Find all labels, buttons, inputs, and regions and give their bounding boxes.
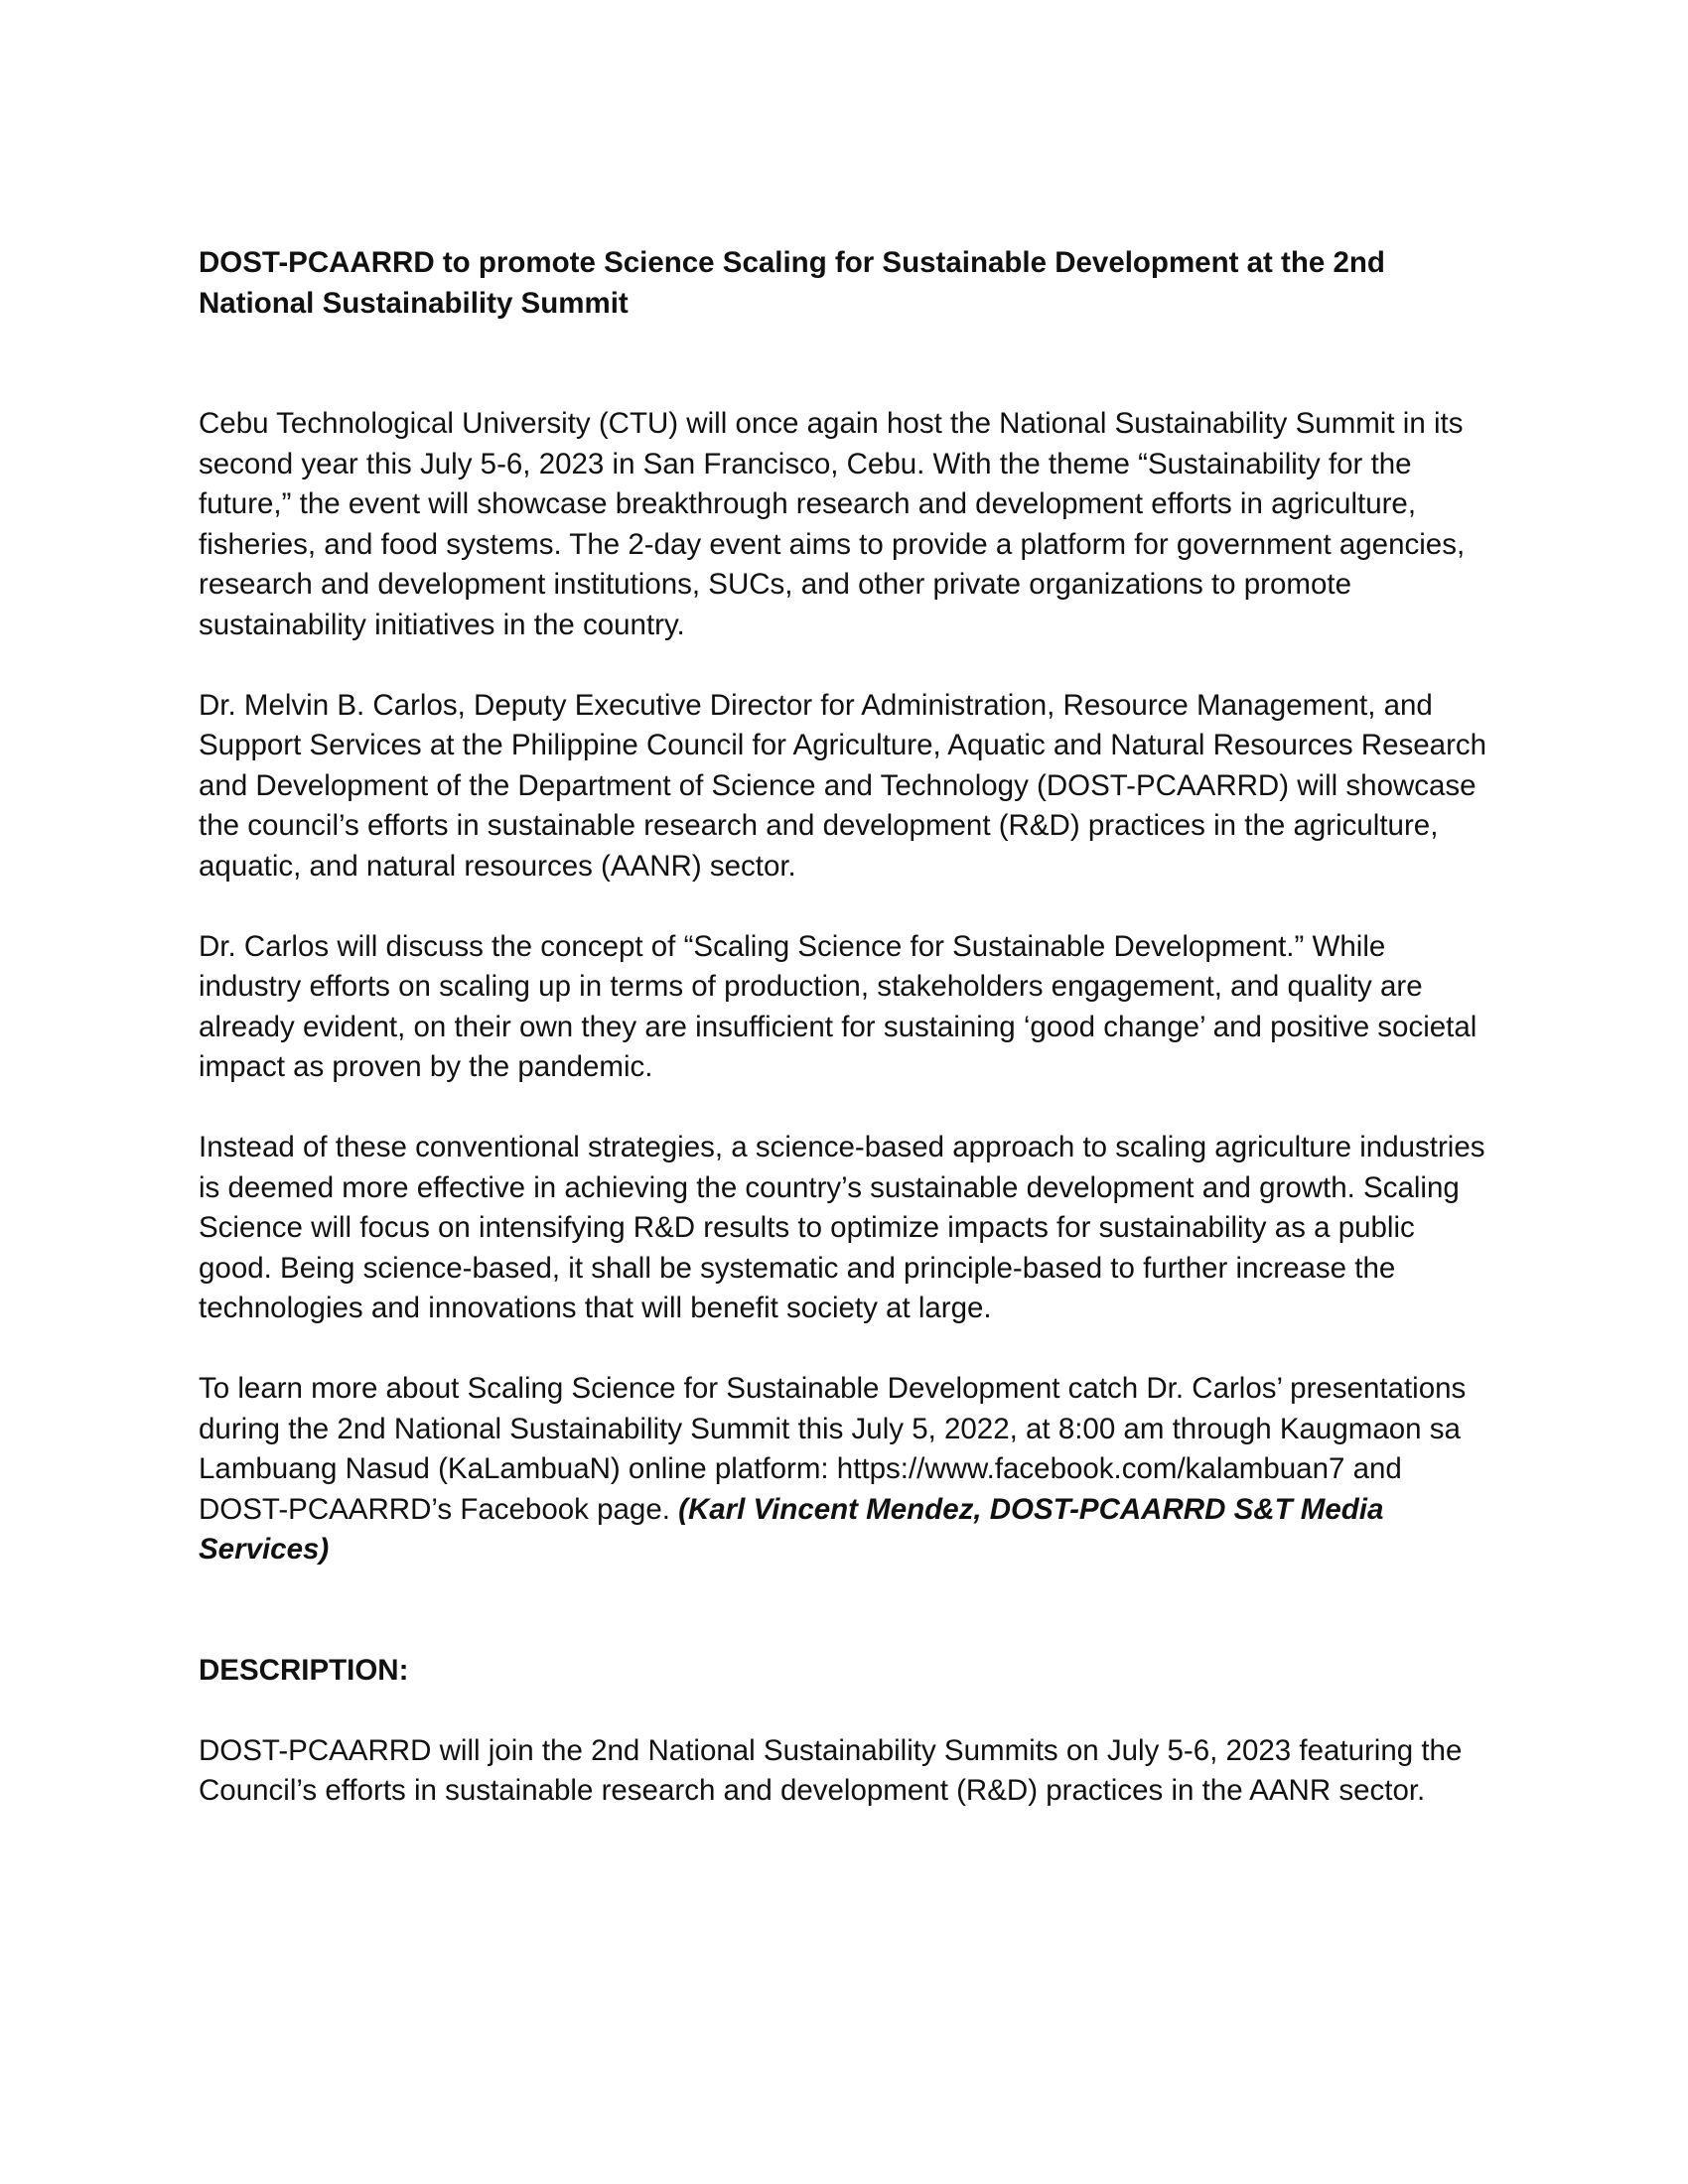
- paragraph-event-intro: Cebu Technological University (CTU) will once again host the National Sustainability Summit in its second year this July 5-6, 2023 in San Francisco, Cebu. With the theme “Sustainability for the future,” the event will showcase breakthrough research and development efforts in agriculture, fisheries, and food systems. The 2-day event aims to provide a platform for government agencies, research and development institutions, SUCs, and other private organizations to promote sustainability initiatives in the country.: [199, 407, 1466, 641]
- paragraph-speaker: Dr. Melvin B. Carlos, Deputy Executive Director for Administration, Resource Management, and Support Services at the Philippine Council for Agriculture, Aquatic and Natural Resources Research and Development of the Department of Science and Technology (DOST-PCAARRD) will showcase the council’s efforts in sustainable research and development (R&D) practices in the agriculture, aquatic, and natural resources (AANR) sector.: [199, 688, 1487, 883]
- description-heading: DESCRIPTION:: [199, 1653, 409, 1687]
- paragraph-closing: [199, 1369, 1489, 1570]
- document-title: DOST-PCAARRD to promote Science Scaling for Sustainable Development at the 2nd National Sustainability Summit: [199, 246, 1385, 320]
- closing-text: To learn more about Scaling Science for Sustainable Development catch Dr. Carlos’ presentations during the 2nd National Sustainability Summit this July 5, 2022, at 8:00 am through Kaugmaon sa Lambuang Nasud (KaLambuaN) online platform: https://www.facebook.com/kalambuan7 and DOST-PCAARRD’s Facebook page.: [199, 1372, 1467, 1526]
- paragraph-approach: Instead of these conventional strategies, a science-based approach to scaling agriculture industries is deemed more effective in achieving the country’s sustainable development and growth. Scaling Science will focus on intensifying R&D results to optimize impacts for sustainability as a public good. Being science-based, it shall be systematic and principle-based to further increase the technologies and innovations that will benefit society at large.: [199, 1131, 1485, 1324]
- author-credit: (Karl Vincent Mendez, DOST-PCAARRD S&T Media Services): [199, 1492, 1384, 1566]
- paragraph-concept: Dr. Carlos will discuss the concept of “Scaling Science for Sustainable Development.” While industry efforts on scaling up in terms of production, stakeholders engagement, and quality are already evident, on their own they are insufficient for sustaining ‘good change’ and positive societal impact as proven by the pandemic.: [199, 929, 1477, 1083]
- document-body: [199, 243, 1489, 1851]
- description-text: DOST-PCAARRD will join the 2nd National Sustainability Summits on July 5-6, 2023 featuring the Council’s efforts in sustainable research and development (R&D) practices in the AANR sector.: [199, 1733, 1463, 1807]
